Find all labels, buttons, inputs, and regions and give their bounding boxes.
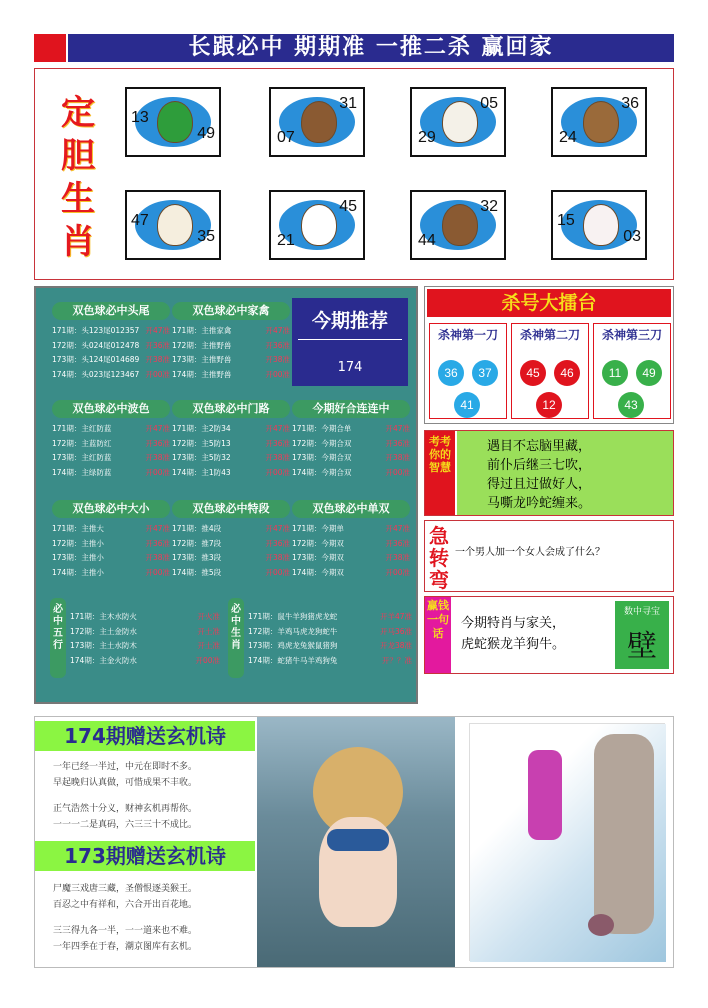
section-title: 双色球必中头尾 <box>52 302 170 320</box>
wuxing-rows <box>70 610 220 668</box>
wuxing-tag: 必中五行 <box>50 598 66 678</box>
text-line: 马嘶龙吟蛇缠来。 <box>487 496 592 511</box>
poem174-lines <box>53 759 263 833</box>
row-text: 174期：主推野兽 <box>172 369 232 379</box>
ox-icon <box>583 101 619 143</box>
section-rows <box>172 422 290 480</box>
number-ball: 43 <box>618 392 644 418</box>
stat-row <box>52 551 170 566</box>
zodiac-number: 29 <box>418 129 436 146</box>
row-text: 174期：今期双 <box>292 567 344 577</box>
row-text: 172期：羊鸡马虎龙狗蛇牛 <box>248 626 338 636</box>
section-title: 双色球必中大小 <box>52 500 170 518</box>
zodiac-number: 36 <box>621 95 639 112</box>
zodiac-number: 44 <box>418 232 436 249</box>
row-text: 171期：头123尾012357 <box>52 326 140 335</box>
zodiac-card <box>269 190 365 260</box>
row-text: 171期：主2防34 <box>172 424 231 433</box>
row-result: 开47准 <box>145 524 170 533</box>
row-text: 172期：主推小 <box>52 538 104 548</box>
stat-row <box>172 324 290 339</box>
number-ball: 45 <box>520 360 546 386</box>
poem173-title: 173期赠送玄机诗 <box>35 841 255 871</box>
row-result: 开38准 <box>385 553 410 562</box>
row-text: 174期：头023尾123467 <box>52 369 140 379</box>
stat-row <box>52 566 170 581</box>
row-result: 开38准 <box>145 453 170 462</box>
row-result: 开38准 <box>265 453 290 462</box>
row-text: 174期：主推小 <box>52 567 104 577</box>
wisdom-box <box>424 430 674 516</box>
divider <box>298 339 402 340</box>
stat-row <box>70 639 220 654</box>
stat-row <box>172 353 290 368</box>
section-rows <box>52 522 170 580</box>
riddle-text: 一个男人加一个女人会成了什么？ <box>455 547 605 558</box>
stat-section <box>52 302 170 382</box>
cartoon-cliff <box>594 734 654 934</box>
number-ball: 49 <box>636 360 662 386</box>
text-line: 得过且过做好人， <box>487 477 592 492</box>
oneline-lines <box>461 613 565 655</box>
stat-row <box>292 537 410 552</box>
row-text: 173期：今期合双 <box>292 453 352 462</box>
stat-section <box>52 500 170 580</box>
row-result: 开47准 <box>385 424 410 433</box>
number-ball: 46 <box>554 360 580 386</box>
poem-line: 百忍之中有祥和，六合开出百花地。 <box>53 900 198 910</box>
row-result: 开？？准 <box>382 655 412 665</box>
wisdom-lines <box>457 431 673 515</box>
poem-line: 正气浩然十分义，财神玄机再帮你。 <box>53 804 198 814</box>
row-text: 172期：主5防13 <box>172 438 231 448</box>
row-text: 171期：主红防蓝 <box>52 424 112 433</box>
zodiac-number: 32 <box>480 198 498 215</box>
pig-icon <box>301 101 337 143</box>
stat-row <box>52 353 170 368</box>
stat-row <box>70 625 220 640</box>
zodiac-number: 07 <box>277 129 295 146</box>
poem-line: 三三得九各一半，一一道来也不难。 <box>53 926 198 936</box>
section-rows <box>52 422 170 480</box>
row-result: 开47准 <box>265 424 290 433</box>
treasure-char: 壁 <box>627 629 657 664</box>
row-text: 171期：主木水防火 <box>70 612 137 621</box>
row-result: 开龙38准 <box>379 641 412 650</box>
row-result: 开00准 <box>385 567 410 577</box>
row-result: 开47准 <box>145 424 170 433</box>
stat-row <box>52 451 170 466</box>
kill-title: 杀号大擂台 <box>427 289 671 317</box>
cow-icon <box>442 101 478 143</box>
text-line: 前仆后继三七吹， <box>487 458 592 473</box>
stat-row <box>248 639 412 654</box>
row-result: 开38准 <box>265 355 290 364</box>
row-result: 开47准 <box>145 326 170 335</box>
row-text: 173期：主5防32 <box>172 453 231 462</box>
number-ball: 37 <box>472 360 498 386</box>
row-text: 174期：今期合双 <box>292 467 352 477</box>
row-result: 开36准 <box>265 438 290 448</box>
stat-row <box>248 625 412 640</box>
row-text: 174期：推5段 <box>172 567 222 577</box>
oneline-label: 赢钱一句话 <box>425 597 451 673</box>
section-title: 双色球必中单双 <box>292 500 410 518</box>
shengxiao-tag: 必中生肖 <box>228 598 244 678</box>
oneline-box <box>424 596 674 674</box>
knife-title: 杀神第一刀 <box>437 328 498 342</box>
row-text: 174期：主1防43 <box>172 467 231 477</box>
row-result: 开38准 <box>145 553 170 562</box>
zodiac-card <box>125 87 221 157</box>
kill-panel <box>424 286 674 424</box>
row-text: 172期：今期双 <box>292 538 344 548</box>
zodiac-number: 03 <box>623 228 641 245</box>
section-title: 双色球必中波色 <box>52 400 170 418</box>
zodiac-card <box>269 87 365 157</box>
zodiac-number: 49 <box>197 125 215 142</box>
stat-section <box>172 500 290 580</box>
stat-row <box>172 437 290 452</box>
row-result: 开36准 <box>145 438 170 448</box>
zodiac-card <box>551 190 647 260</box>
recommend-box <box>292 298 408 386</box>
poem-line: 一年四季在于春，潮京图库有玄机。 <box>53 942 198 952</box>
zodiac-number: 45 <box>339 198 357 215</box>
row-text: 174期：蛇猪牛马羊鸡狗兔 <box>248 655 338 665</box>
text-line: 遇目不忘脑里藏， <box>487 439 592 454</box>
recommend-title: 今期推荐 <box>311 310 388 332</box>
stat-row <box>292 551 410 566</box>
row-text: 174期：主金火防水 <box>70 655 137 665</box>
stat-row <box>52 522 170 537</box>
zodiac-card <box>551 87 647 157</box>
row-text: 174期：主绿防蓝 <box>52 467 112 477</box>
row-text: 173期：头124尾014689 <box>52 355 140 364</box>
stat-row <box>172 522 290 537</box>
row-text: 172期：今期合双 <box>292 438 352 448</box>
row-result: 开00准 <box>145 567 170 577</box>
section-title: 双色球必中家禽 <box>172 302 290 320</box>
row-result: 开00准 <box>265 567 290 577</box>
zodiac-number: 35 <box>197 228 215 245</box>
poem173-lines <box>53 881 263 955</box>
number-ball: 11 <box>602 360 628 386</box>
stat-section <box>292 500 410 580</box>
row-text: 171期：鼠牛羊狗猪虎龙蛇 <box>248 612 338 621</box>
zodiac-label: 定胆生肖 <box>61 93 95 262</box>
stat-row <box>292 522 410 537</box>
knife-title: 杀神第三刀 <box>601 328 662 342</box>
row-text: 173期：今期双 <box>292 553 344 562</box>
stat-section <box>52 400 170 480</box>
stat-row <box>172 451 290 466</box>
stat-section <box>172 302 290 382</box>
row-text: 172期：头024尾012478 <box>52 340 140 350</box>
section-rows <box>292 522 410 580</box>
row-text: 173期：鸡虎龙兔猴鼠猪狗 <box>248 641 338 650</box>
zodiac-number: 15 <box>557 212 575 229</box>
stat-row <box>52 466 170 481</box>
kill-knife <box>511 323 589 419</box>
row-text: 173期：主红防蓝 <box>52 453 112 462</box>
stat-row <box>52 339 170 354</box>
row-result: 开38准 <box>145 355 170 364</box>
banner-title: 长跟必中 期期准 一推二杀 赢回家 <box>68 34 674 62</box>
row-result: 开00准 <box>385 467 410 477</box>
poem-line: 一一一二是真码，六三三十不成比。 <box>53 820 198 830</box>
banner <box>34 34 674 62</box>
rabbit-icon <box>583 204 619 246</box>
row-text: 173期：主推小 <box>52 553 104 562</box>
section-title: 双色球必中特段 <box>172 500 290 518</box>
row-result: 开土准 <box>197 641 220 650</box>
zodiac-number: 21 <box>277 232 295 249</box>
stat-row <box>172 368 290 383</box>
stat-row <box>52 422 170 437</box>
wisdom-label: 考考你的智慧 <box>425 431 455 515</box>
shengxiao-section <box>248 606 412 668</box>
row-result: 开36准 <box>265 538 290 548</box>
row-result: 开38准 <box>385 453 410 462</box>
row-text: 172期：推7段 <box>172 538 222 548</box>
row-text: 172期：主蓝防红 <box>52 438 112 448</box>
stat-row <box>52 537 170 552</box>
row-result: 开马36准 <box>379 626 412 636</box>
stat-row <box>70 610 220 625</box>
stat-row <box>172 551 290 566</box>
row-result: 开羊47准 <box>379 612 412 621</box>
stat-row <box>172 537 290 552</box>
section-rows <box>52 324 170 382</box>
row-result: 开36准 <box>385 538 410 548</box>
row-result: 开00准 <box>265 467 290 477</box>
row-result: 开00准 <box>145 467 170 477</box>
section-rows <box>292 422 410 480</box>
cartoon-figure <box>528 750 562 840</box>
poem174-title: 174期赠送玄机诗 <box>35 721 255 751</box>
row-result: 开47准 <box>385 524 410 533</box>
stat-row <box>172 466 290 481</box>
row-text: 172期：主推野兽 <box>172 340 232 350</box>
row-text: 171期：今期合单 <box>292 424 352 433</box>
number-ball: 41 <box>454 392 480 418</box>
stat-row <box>172 422 290 437</box>
stat-row <box>172 339 290 354</box>
stat-row <box>248 654 412 669</box>
photo-figure-swimwear <box>327 829 389 851</box>
row-result: 开47准 <box>265 326 290 335</box>
banner-red-block <box>34 34 66 62</box>
zodiac-number: 13 <box>131 109 149 126</box>
treasure-box <box>615 601 669 669</box>
row-result: 开00准 <box>195 655 220 665</box>
row-result: 开00准 <box>145 369 170 379</box>
number-ball: 12 <box>536 392 562 418</box>
row-result: 开00准 <box>265 369 290 379</box>
riddle-box <box>424 520 674 592</box>
section-title: 今期好合连连中 <box>292 400 410 418</box>
stat-row <box>292 566 410 581</box>
shengxiao-rows <box>248 610 412 668</box>
zodiac-number: 47 <box>131 212 149 229</box>
zodiac-number: 31 <box>339 95 357 112</box>
wuxing-section <box>70 606 220 668</box>
recommend-value: 174 <box>337 360 363 375</box>
row-result: 开38准 <box>265 553 290 562</box>
row-text: 171期：推4段 <box>172 524 222 533</box>
poem-line: 一年已经一半过，中元在即时不多。 <box>53 762 198 772</box>
stat-row <box>292 466 410 481</box>
stat-row <box>292 437 410 452</box>
stat-row <box>70 654 220 669</box>
stat-row <box>52 368 170 383</box>
section-rows <box>172 522 290 580</box>
section-rows <box>172 324 290 382</box>
sheep-icon <box>157 204 193 246</box>
poem-line: 尸魔三戏唐三藏，圣僧恨逐美猴王。 <box>53 884 198 894</box>
row-result: 开36准 <box>145 340 170 350</box>
row-result: 开36准 <box>265 340 290 350</box>
row-result: 开土准 <box>197 626 220 636</box>
zodiac-card <box>410 190 506 260</box>
row-text: 172期：主土金防水 <box>70 626 137 636</box>
snake-icon <box>157 101 193 143</box>
zodiac-number: 05 <box>480 95 498 112</box>
row-result: 开36准 <box>145 538 170 548</box>
dog-icon <box>442 204 478 246</box>
stat-section <box>292 400 410 480</box>
cartoon-rock <box>588 914 614 936</box>
stat-row <box>248 610 412 625</box>
section-title: 双色球必中门路 <box>172 400 290 418</box>
stat-row <box>292 451 410 466</box>
stat-row <box>292 422 410 437</box>
row-text: 173期：推3段 <box>172 553 222 562</box>
treasure-label: 数中寻宝 <box>623 607 660 617</box>
row-text: 173期：主推野兽 <box>172 355 232 364</box>
row-text: 171期：主推家禽 <box>172 326 232 335</box>
row-text: 173期：主土水防木 <box>70 641 137 650</box>
poem-panel <box>34 716 674 968</box>
poem-line: 早起晚归认真做，可惜成果不丰收。 <box>53 778 198 788</box>
riddle-label: 急转弯 <box>425 521 453 591</box>
stat-row <box>52 437 170 452</box>
stat-section <box>172 400 290 480</box>
text-line: 虎蛇猴龙羊狗牛。 <box>461 637 566 652</box>
zodiac-number: 24 <box>559 129 577 146</box>
stat-row <box>172 566 290 581</box>
recommend-panel <box>34 286 418 704</box>
row-text: 171期：今期单 <box>292 524 344 533</box>
zodiac-card <box>125 190 221 260</box>
number-ball: 36 <box>438 360 464 386</box>
row-text: 171期：主推大 <box>52 524 104 533</box>
kill-knife <box>429 323 507 419</box>
text-line: 今期特肖与家关， <box>461 616 566 631</box>
photo <box>257 717 455 967</box>
rooster-icon <box>301 204 337 246</box>
kill-knife <box>593 323 671 419</box>
row-result: 开47准 <box>265 524 290 533</box>
row-result: 开火准 <box>197 612 220 621</box>
row-result: 开36准 <box>385 438 410 448</box>
stat-row <box>52 324 170 339</box>
cartoon <box>469 723 665 961</box>
zodiac-card <box>410 87 506 157</box>
knife-title: 杀神第二刀 <box>519 328 580 342</box>
